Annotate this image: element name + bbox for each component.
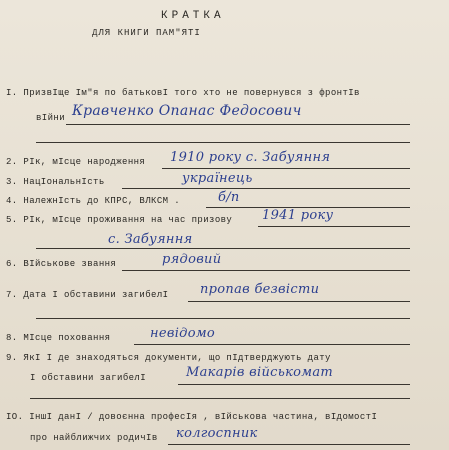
field-7-label: 7. Дата І обставини загибелІ <box>6 290 169 300</box>
field-2-label: 2. РІк, мІсце народження <box>6 157 146 167</box>
field-1-extra-line <box>36 142 410 143</box>
field-1-underline <box>66 124 410 125</box>
field-8-label: 8. МІсце поховання <box>6 333 111 343</box>
field-7-extra-line <box>36 318 410 319</box>
field-6-underline <box>122 270 410 271</box>
field-5-value-cont: с. Забуяння <box>108 232 193 247</box>
field-1-label-cont: вІйни <box>36 113 66 123</box>
field-5-label: 5. РІк, мІсце проживання на час призову <box>6 215 233 225</box>
field-4-label: 4. НалежнІсть до КПРС, ВЛКСМ . <box>6 196 181 206</box>
card-title: КРАТКА <box>161 10 225 22</box>
field-5-underline <box>258 226 410 227</box>
field-7-value: пропав безвісти <box>200 282 320 297</box>
field-6-value: рядовий <box>162 252 222 267</box>
field-5-extra-line <box>36 248 410 249</box>
field-7-underline <box>188 301 410 302</box>
field-9-label-cont: І обставини загибелІ <box>30 373 147 383</box>
field-9-value: Макарів військомат <box>186 365 334 380</box>
field-8-value: невідомо <box>150 326 216 341</box>
field-10-label-cont: про найближчих родичІв <box>30 433 158 443</box>
field-1-value: Кравченко Опанас Федосович <box>72 103 302 119</box>
field-3-underline <box>122 188 410 189</box>
field-8-underline <box>134 344 410 345</box>
field-5-value: 1941 року <box>262 208 334 223</box>
field-4-value: б/п <box>218 190 240 205</box>
field-10-label: IO. ІншІ данІ / довоєнна професІя , вІйськова частина, вІдомостІ <box>6 412 378 422</box>
field-1-label: І. ПризвІще Ім"я по батьковІ того хто не повернувся з фронтІв <box>6 88 360 98</box>
field-6-label: 6. ВІйськове звання <box>6 259 117 269</box>
field-10-value: колгоспник <box>176 426 258 441</box>
field-9-label: 9. ЯкІ І де знаходяться документи, що пІдтверджують дату <box>6 353 331 363</box>
field-2-value: 1910 року с. Забуяння <box>170 150 331 165</box>
field-10-underline <box>168 444 410 445</box>
field-3-value: українець <box>182 171 253 186</box>
field-9-underline <box>178 384 410 385</box>
field-3-label: 3. НацІональнІсть <box>6 177 105 187</box>
field-9-extra-line <box>30 398 410 399</box>
card-subtitle: ДЛЯ КНИГИ ПАМ"ЯТІ <box>92 28 201 38</box>
field-2-underline <box>162 168 410 169</box>
